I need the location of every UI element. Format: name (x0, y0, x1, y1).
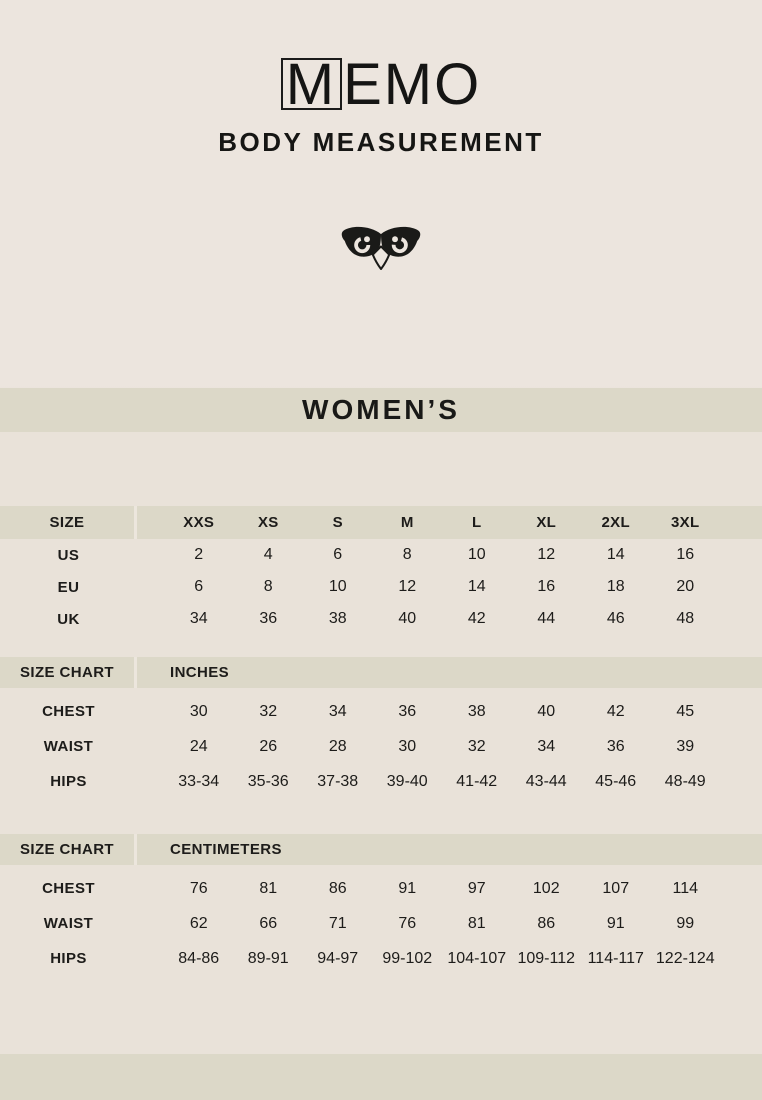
table-row (0, 729, 762, 764)
value-cell: 109-112 (517, 949, 576, 967)
table-row (0, 539, 762, 571)
value-cell: 36 (606, 737, 625, 755)
value-cell: 8 (263, 578, 273, 595)
row-label: CHEST (42, 703, 95, 720)
centimeters-measurement-table (0, 834, 762, 976)
value-cell: 12 (398, 578, 417, 595)
value-cell: 104-107 (447, 949, 507, 967)
value-cell: 99 (676, 914, 695, 932)
size-table-rows (0, 539, 762, 635)
size-column-header: 3XL (671, 514, 700, 531)
value-cell: 37-38 (317, 772, 359, 790)
brand-subtitle: BODY MEASUREMENT (218, 127, 544, 157)
row-label: WAIST (43, 738, 94, 755)
value-cell: 6 (333, 546, 343, 563)
unit-label-inches: INCHES (170, 664, 230, 681)
value-cell: 6 (194, 578, 204, 595)
value-cell: 46 (606, 610, 625, 627)
value-cell: 33-34 (178, 772, 220, 790)
value-cell: 40 (537, 702, 556, 720)
value-cell: 38 (467, 702, 486, 720)
row-label: EU (57, 578, 80, 596)
size-column-header: L (472, 514, 482, 531)
value-cell: 39-40 (386, 772, 428, 790)
cm-header-row (0, 834, 762, 865)
section-title: WOMEN’S (302, 394, 460, 425)
table-row (0, 906, 762, 941)
value-cell: 16 (676, 546, 695, 563)
value-cell: 38 (328, 610, 347, 627)
value-cell: 28 (328, 737, 347, 755)
inches-measurement-table (0, 657, 762, 799)
logo-text: EMO (343, 52, 482, 117)
table-row (0, 871, 762, 906)
value-cell: 45-46 (595, 772, 637, 790)
row-label: US (57, 546, 80, 564)
value-cell: 40 (398, 610, 417, 627)
value-cell: 94-97 (317, 949, 359, 967)
brand-header (0, 0, 762, 270)
value-cell: 12 (537, 546, 556, 563)
inches-table-rows (0, 694, 762, 799)
value-cell: 43-44 (525, 772, 567, 790)
value-cell: 10 (328, 578, 347, 595)
logo-boxed-letter: M (281, 58, 342, 110)
value-cell: 48-49 (664, 772, 706, 790)
size-conversion-table (0, 506, 762, 635)
value-cell: 114-117 (587, 949, 644, 967)
row-label: CHEST (42, 880, 95, 897)
value-cell: 89-91 (247, 949, 289, 967)
value-cell: 2 (194, 546, 204, 563)
value-cell: 84-86 (178, 949, 220, 967)
size-table-header-row (0, 506, 762, 539)
value-cell: 42 (606, 702, 625, 720)
size-column-header: 2XL (601, 514, 630, 531)
value-cell: 34 (537, 737, 556, 755)
value-cell: 76 (189, 879, 208, 897)
table-row (0, 764, 762, 799)
table-row (0, 694, 762, 729)
value-cell: 14 (467, 578, 486, 595)
footer-band (0, 1054, 762, 1100)
value-cell: 34 (328, 702, 347, 720)
section-banner (0, 388, 762, 432)
value-cell: 36 (259, 610, 278, 627)
value-cell: 32 (259, 702, 278, 720)
value-cell: 36 (398, 702, 417, 720)
size-column-header: S (332, 514, 343, 531)
size-header-label: SIZE (0, 506, 137, 539)
value-cell: 34 (189, 610, 208, 627)
size-column-header: XL (536, 514, 557, 531)
row-label: WAIST (43, 915, 94, 932)
size-chart-label: SIZE CHART (0, 657, 137, 688)
value-cell: 91 (606, 914, 625, 932)
value-cell: 86 (328, 879, 347, 897)
value-cell: 18 (606, 578, 625, 595)
table-row (0, 603, 762, 635)
value-cell: 76 (398, 914, 417, 932)
size-column-header: M (400, 514, 414, 531)
value-cell: 102 (532, 879, 560, 897)
value-cell: 30 (189, 702, 208, 720)
value-cell: 8 (402, 546, 412, 563)
value-cell: 39 (676, 737, 695, 755)
value-cell: 97 (467, 879, 486, 897)
table-row (0, 941, 762, 976)
value-cell: 48 (676, 610, 695, 627)
value-cell: 42 (467, 610, 486, 627)
value-cell: 35-36 (247, 772, 289, 790)
value-cell: 16 (537, 578, 556, 595)
value-cell: 14 (606, 546, 625, 563)
value-cell: 86 (537, 914, 556, 932)
value-cell: 30 (398, 737, 417, 755)
value-cell: 71 (328, 914, 347, 932)
value-cell: 44 (537, 610, 556, 627)
value-cell: 10 (467, 546, 486, 563)
value-cell: 81 (259, 879, 278, 897)
value-cell: 26 (259, 737, 278, 755)
size-column-header: XXS (183, 514, 215, 531)
value-cell: 20 (676, 578, 695, 595)
table-row (0, 571, 762, 603)
value-cell: 114 (672, 879, 698, 897)
value-cell: 32 (467, 737, 486, 755)
unit-label-centimeters: CENTIMETERS (170, 841, 282, 858)
value-cell: 107 (602, 879, 630, 897)
brand-logo (0, 52, 762, 117)
cm-table-rows (0, 871, 762, 976)
inches-header-row (0, 657, 762, 688)
value-cell: 24 (189, 737, 208, 755)
row-label: HIPS (50, 950, 87, 967)
row-label: UK (57, 610, 80, 628)
size-chart-label: SIZE CHART (0, 834, 137, 865)
value-cell: 66 (259, 914, 278, 932)
row-label: HIPS (50, 773, 87, 790)
value-cell: 122-124 (655, 949, 715, 967)
value-cell: 62 (189, 914, 208, 932)
size-column-header: XS (257, 514, 279, 531)
value-cell: 91 (398, 879, 417, 897)
value-cell: 81 (467, 914, 486, 932)
value-cell: 99-102 (382, 949, 433, 967)
owl-face-icon (0, 216, 762, 270)
value-cell: 4 (263, 546, 273, 563)
value-cell: 45 (676, 702, 695, 720)
value-cell: 41-42 (456, 772, 498, 790)
